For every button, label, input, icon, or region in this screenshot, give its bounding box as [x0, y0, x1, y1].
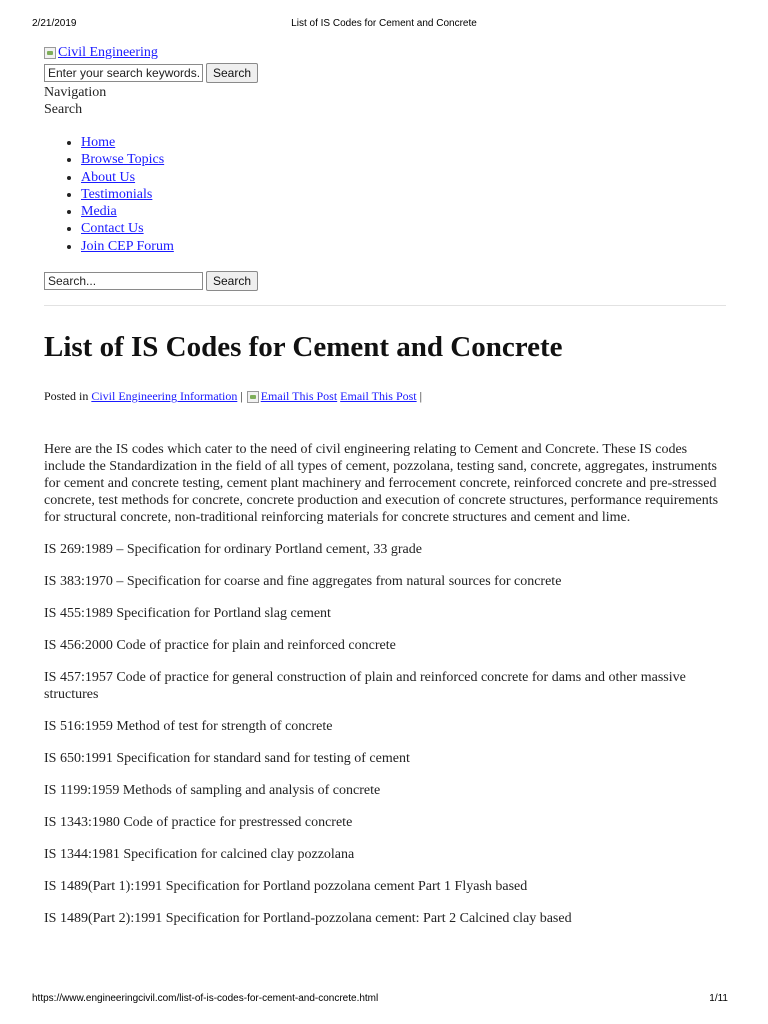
site-logo-alt: Civil Engineering	[58, 44, 158, 60]
is-code-item: IS 383:1970 – Specification for coarse and fine aggregates from natural sources for concrete	[44, 574, 562, 590]
posted-in-label: Posted in	[44, 389, 89, 404]
header-search-form	[44, 63, 726, 83]
email-icon	[247, 391, 259, 403]
nav-link-media[interactable]: Media	[81, 204, 117, 220]
main-navigation	[44, 134, 726, 255]
print-url: https://www.engineeringcivil.com/list-of-is-codes-for-cement-and-concrete.html	[32, 993, 379, 1004]
site-logo-link[interactable]	[44, 44, 726, 61]
post-title: List of IS Codes for Cement and Concrete	[44, 331, 563, 364]
sidebar-search-button[interactable]: Search	[206, 271, 258, 291]
nav-item-media	[81, 203, 726, 220]
navigation-label: Navigation	[44, 85, 107, 100]
header-search-button[interactable]: Search	[206, 63, 258, 83]
is-code-item: IS 1489(Part 2):1991 Specification for Portland-pozzolana cement: Part 2 Calcined clay based	[44, 911, 572, 927]
print-date: 2/21/2019	[32, 18, 77, 29]
nav-item-join-forum	[81, 238, 726, 255]
is-code-list	[44, 541, 726, 927]
is-code-item: IS 650:1991 Specification for standard sand for testing of cement	[44, 751, 410, 767]
nav-link-testimonials[interactable]: Testimonials	[81, 186, 153, 202]
is-code-item: IS 455:1989 Specification for Portland slag cement	[44, 606, 331, 622]
nav-item-contact-us	[81, 220, 726, 237]
is-code-item: IS 1344:1981 Specification for calcined clay pozzolana	[44, 847, 355, 863]
is-code-item: IS 269:1989 – Specification for ordinary Portland cement, 33 grade	[44, 542, 422, 558]
is-code-item: IS 516:1959 Method of test for strength of concrete	[44, 719, 333, 735]
is-code-item: IS 1199:1959 Methods of sampling and analysis of concrete	[44, 783, 381, 799]
email-image-link[interactable]	[243, 389, 337, 404]
is-code-item: IS 456:2000 Code of practice for plain and reinforced concrete	[44, 638, 396, 654]
nav-link-contact-us[interactable]: Contact Us	[81, 221, 144, 237]
category-link[interactable]: Civil Engineering Information	[91, 389, 238, 404]
nav-link-about-us[interactable]: About Us	[81, 169, 136, 185]
nav-link-join-forum[interactable]: Join CEP Forum	[81, 238, 174, 254]
nav-item-about-us	[81, 169, 726, 186]
nav-item-browse-topics	[81, 151, 726, 168]
sidebar-search-form	[44, 271, 726, 291]
post-meta	[44, 389, 726, 404]
sidebar-search-input[interactable]	[44, 272, 203, 290]
meta-separator: |	[419, 389, 423, 404]
print-title: List of IS Codes for Cement and Concrete	[291, 18, 477, 29]
is-code-item: IS 1489(Part 1):1991 Specification for Portland pozzolana cement Part 1 Flyash based	[44, 879, 528, 895]
meta-separator: |	[240, 389, 243, 404]
search-label: Search	[44, 102, 83, 117]
email-image-alt: Email This Post	[260, 389, 338, 404]
page-number: 1/11	[709, 993, 728, 1004]
is-code-item: IS 1343:1980 Code of practice for prestressed concrete	[44, 815, 353, 831]
nav-item-home	[81, 134, 726, 151]
nav-item-testimonials	[81, 186, 726, 203]
is-code-item: IS 457:1957 Code of practice for general construction of plain and reinforced concrete for dams and other massive structures	[44, 670, 686, 703]
nav-link-home[interactable]: Home	[81, 135, 116, 150]
broken-image-icon	[44, 47, 56, 59]
email-post-link[interactable]: Email This Post	[340, 389, 417, 404]
header-search-input[interactable]	[44, 64, 203, 82]
intro-paragraph: Here are the IS codes which cater to the need of civil engineering relating to Cement and Concrete. These IS codes include the Standardization in the field of all types of cement, pozzolana, testing sand, concrete, aggregates, instruments for cement and concrete testing, cement plant machinery and ferrocement concrete, reinforced concrete and pre-stressed concrete, test methods for concrete, concrete production and execution of concrete structures, performance requirements for structural concrete, non-traditional reinforcing materials for concrete structures and cement and lime.	[44, 442, 719, 526]
nav-link-browse-topics[interactable]: Browse Topics	[81, 152, 165, 168]
print-footer	[32, 993, 736, 1007]
divider	[44, 305, 726, 306]
page-content	[44, 44, 726, 927]
print-header	[32, 18, 736, 32]
